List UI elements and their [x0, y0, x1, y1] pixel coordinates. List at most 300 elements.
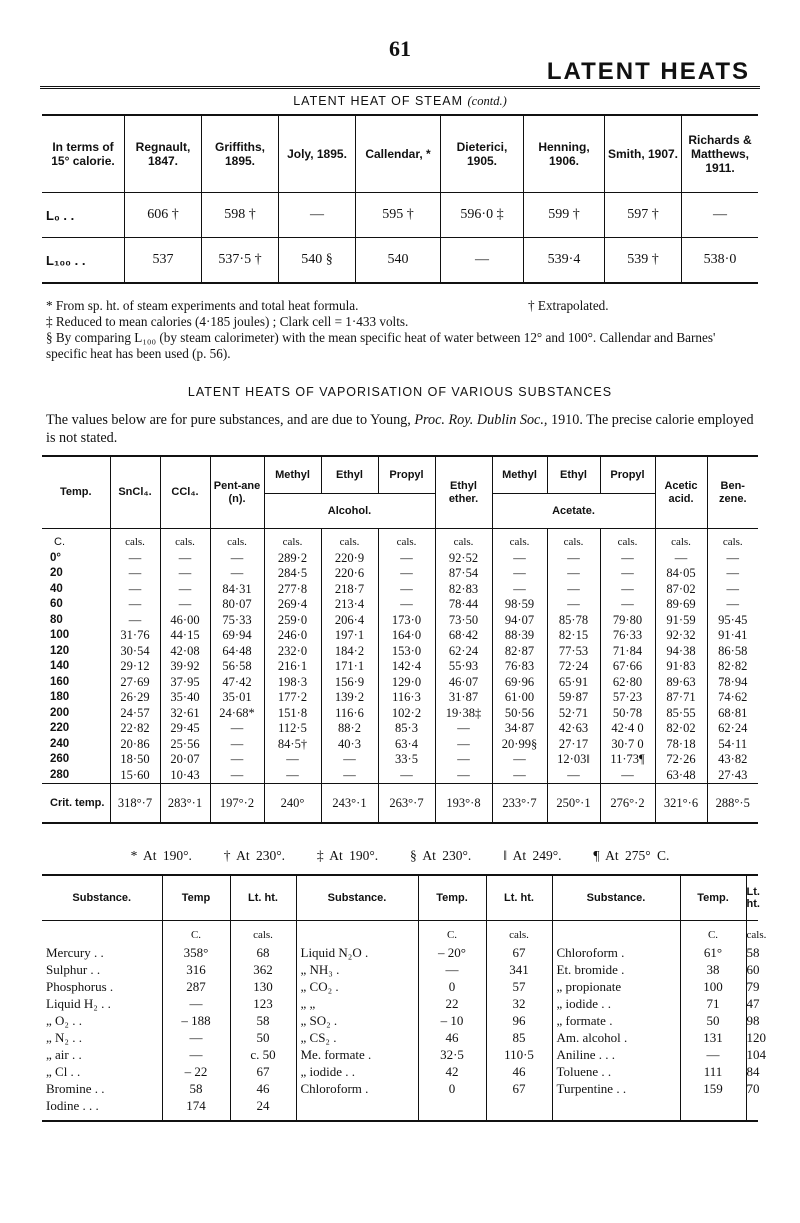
table-cell: 67·66 [600, 659, 655, 675]
table-cell: 220·9 [321, 551, 378, 567]
table-cell: Crit. temp. [42, 784, 110, 824]
table-cell: 85 [486, 1029, 552, 1046]
table-cell: — [682, 193, 759, 238]
table-cell: 87·71 [655, 690, 707, 706]
table-cell: „ CO₂ . [296, 978, 418, 995]
table-cell: 57 [486, 978, 552, 995]
table-cell: 69·96 [492, 675, 547, 691]
table-cell: — [110, 566, 160, 582]
table-cell: 35·01 [210, 690, 264, 706]
table-cell: 220 [50, 722, 70, 734]
table-cell: 31·87 [435, 690, 492, 706]
table-cell: 151·8 [264, 706, 321, 722]
table1-title-suffix: (contd.) [467, 94, 507, 108]
table-cell: 280 [50, 768, 70, 781]
table-cell: 173·0 [378, 613, 435, 629]
table-cell: 216·1 [264, 659, 321, 675]
table-cell: 98·59 [492, 597, 547, 613]
table-row [42, 995, 758, 1012]
table-row [42, 659, 758, 675]
table-row [42, 752, 758, 768]
table-cell: Bromine . . [46, 1081, 105, 1096]
table-cell: — [110, 597, 160, 613]
table-cell: 197°·2 [210, 784, 264, 824]
table-cell: Aniline . . . [552, 1046, 680, 1063]
table-cell [42, 921, 162, 945]
header-ethyl-acetate: Ethyl [547, 456, 600, 494]
table1-title-text: LATENT HEAT OF STEAM [293, 94, 464, 108]
table-cell: 0 [418, 1080, 486, 1097]
table-cell: 96 [486, 1012, 552, 1029]
table-cell: — [210, 566, 264, 582]
table-cell: 71 [680, 995, 746, 1012]
table2-body [42, 529, 758, 824]
table-cell [296, 921, 418, 945]
header-methyl-alcohol: Methyl [264, 456, 321, 494]
table-cell: 68·42 [435, 628, 492, 644]
table-cell: 79 [746, 979, 760, 994]
table-cell: 11·73¶ [600, 752, 655, 768]
footnote: † At 230°. [223, 848, 285, 863]
table-cell: 56·58 [210, 659, 264, 675]
table-cell: 40 [50, 582, 63, 595]
table-cell: — [492, 582, 547, 598]
table-cell: 50 [680, 1012, 746, 1029]
table-cell: 61° [680, 944, 746, 961]
table-cell: 0° [50, 551, 61, 564]
table-cell: 240° [264, 784, 321, 824]
table-cell: 220·6 [321, 566, 378, 582]
table-cell: — [600, 582, 655, 598]
table-cell: 52·71 [547, 706, 600, 722]
table-cell: 284·5 [264, 566, 321, 582]
table-cell: 44·15 [160, 628, 210, 644]
table1-header: Henning, 1906. [524, 115, 605, 193]
table-cell: 180 [50, 691, 70, 703]
table-cell: — [547, 768, 600, 784]
table-cell: 46·07 [435, 675, 492, 691]
table-cell: 32·5 [418, 1046, 486, 1063]
table-cell: — [378, 566, 435, 582]
table-cell: — [707, 566, 758, 582]
table-row [42, 1046, 758, 1063]
table-cell: — [547, 597, 600, 613]
table-cell: 89·63 [655, 675, 707, 691]
table2-intro [46, 411, 758, 447]
table-cell: 276°·2 [600, 784, 655, 824]
table-cell: — [435, 752, 492, 768]
table-cell: — [321, 768, 378, 784]
header-alcohol-group: Alcohol. [264, 494, 435, 529]
table-cell: 358° [162, 944, 230, 961]
table-cell: 42·08 [160, 644, 210, 660]
table-cell: 69·94 [210, 628, 264, 644]
table-cell: 42·4 0 [600, 721, 655, 737]
table1-header: Callendar, * [356, 115, 441, 193]
table-cell: 599 † [524, 193, 605, 238]
table-row [42, 238, 758, 284]
table-cell: 82·83 [435, 582, 492, 598]
table-cell: 24 [230, 1097, 296, 1121]
table-cell: 91·41 [707, 628, 758, 644]
table-cell: 50·56 [492, 706, 547, 722]
table-cell: 539 † [605, 238, 682, 284]
header-ccl4: CCl₄. [160, 456, 210, 529]
table-cell: 26·29 [110, 690, 160, 706]
table-cell [552, 921, 680, 945]
table-cell: 596·0 ‡ [441, 193, 524, 238]
table-cell: 184·2 [321, 644, 378, 660]
table-cell: 32·61 [160, 706, 210, 722]
table-cell: 67 [230, 1063, 296, 1080]
table-cell: 318°·7 [110, 784, 160, 824]
table-cell: 27·69 [110, 675, 160, 691]
table-cell: 72·26 [655, 752, 707, 768]
table-cell: 77·53 [547, 644, 600, 660]
table-cell: 62·80 [600, 675, 655, 691]
table-row [42, 1029, 758, 1046]
table-cell: – 22 [162, 1063, 230, 1080]
table-cell [486, 1097, 552, 1121]
table-cell: 80 [50, 613, 63, 626]
table-cell: 116·3 [378, 690, 435, 706]
table-cell: cals. [435, 529, 492, 551]
table-cell: 86·58 [707, 644, 758, 660]
table1-header: Griffiths, 1895. [202, 115, 279, 193]
table-cell: „ CS₂ . [296, 1029, 418, 1046]
table-row [42, 551, 758, 567]
table-cell: Chloroform . [296, 1080, 418, 1097]
table-cell: 62·24 [707, 721, 758, 737]
table-cell: 78·18 [655, 737, 707, 753]
table-cell: 78·94 [707, 675, 758, 691]
table-cell: 58 [230, 1012, 296, 1029]
table-cell [296, 1097, 418, 1121]
table-cell: 50 [230, 1029, 296, 1046]
table-cell: 59·87 [547, 690, 600, 706]
table-cell: 20·07 [160, 752, 210, 768]
table-cell: 240 [50, 737, 70, 750]
table-cell: 85·3 [378, 721, 435, 737]
table-cell: „ „ [296, 995, 418, 1012]
table-cell: 116·6 [321, 706, 378, 722]
table-cell: 37·95 [160, 675, 210, 691]
table-cell: 287 [162, 978, 230, 995]
table3-header: Substance. [42, 875, 162, 921]
table-cell: 269·4 [264, 597, 321, 613]
table-cell: — [707, 597, 758, 613]
table-cell: 316 [162, 961, 230, 978]
table-cell: 20 [50, 567, 63, 579]
table-cell: 130 [230, 978, 296, 995]
table-cell: cals. [600, 529, 655, 551]
table3-header: Lt. ht. [746, 875, 758, 921]
table-cell: 243°·1 [321, 784, 378, 824]
table-cell: 123 [230, 995, 296, 1012]
table-row [42, 644, 758, 660]
table-cell: 598 † [202, 193, 279, 238]
table-cell: 32 [486, 995, 552, 1012]
table-cell: 42 [418, 1063, 486, 1080]
units-row [42, 529, 758, 551]
table-cell: 54·11 [707, 737, 758, 753]
table-cell: 22 [418, 995, 486, 1012]
table-cell: cals. [707, 529, 758, 551]
table-cell: 94·38 [655, 644, 707, 660]
header-acetate-group: Acetate. [492, 494, 655, 529]
table-cell: cals. [230, 921, 296, 945]
table-cell: — [547, 551, 600, 567]
table-cell: 60 [50, 598, 63, 610]
table-cell: 27·17 [547, 737, 600, 753]
table-cell: 38 [680, 961, 746, 978]
table-cell: – 20° [418, 944, 486, 961]
table-cell [680, 1097, 746, 1121]
table-cell: 76·83 [492, 659, 547, 675]
table-cell: — [110, 551, 160, 567]
row-label: L₀ . . [46, 207, 75, 223]
table-cell: 47·42 [210, 675, 264, 691]
table-cell: Et. bromide . [552, 961, 680, 978]
table-cell: 82·82 [707, 659, 758, 675]
table3-header: Substance. [552, 875, 680, 921]
table-cell: 177·2 [264, 690, 321, 706]
table-cell: cals. [486, 921, 552, 945]
table-cell: 246·0 [264, 628, 321, 644]
header-propyl-acetate: Propyl [600, 456, 655, 494]
table3-body [42, 921, 767, 1122]
table-cell: — [162, 995, 230, 1012]
footnote-ddagger: ‡ Reduced to mean calories (4·185 joules) ; Clark cell = 1·433 volts. [46, 314, 409, 329]
table-cell: 218·7 [321, 582, 378, 598]
table-cell: 55·93 [435, 659, 492, 675]
table-cell: 63·48 [655, 768, 707, 784]
table-cell: — [378, 597, 435, 613]
table2-header-row [42, 456, 758, 494]
table-cell: C. [54, 536, 65, 548]
table3-header-row [42, 875, 758, 921]
table-cell: cals. [110, 529, 160, 551]
table1-header: Smith, 1907. [605, 115, 682, 193]
table-cell: 289·2 [264, 551, 321, 567]
table-cell: 606 † [125, 193, 202, 238]
table-cell: cals. [264, 529, 321, 551]
header-acetic: Acetic acid. [655, 456, 707, 529]
table-cell: 68·81 [707, 706, 758, 722]
table-cell: — [600, 566, 655, 582]
table-row [42, 1080, 758, 1097]
table-cell: — [492, 768, 547, 784]
table-cell: 10·43 [160, 768, 210, 784]
intro-reference: Proc. Roy. Dublin Soc., [414, 412, 548, 428]
table-cell: 250°·1 [547, 784, 600, 824]
table-row [42, 613, 758, 629]
table-cell: „ O₂ . . [46, 1013, 82, 1028]
table-cell: 120 [746, 1030, 766, 1045]
intro-text-2: 1910. The precise calorie employed is not stated. [46, 412, 754, 446]
table-cell: 70 [746, 1081, 760, 1096]
table-cell: 110·5 [486, 1046, 552, 1063]
table1-title [0, 94, 800, 109]
table-cell: 85·78 [547, 613, 600, 629]
table-cell: 95·45 [707, 613, 758, 629]
table-cell: 15·60 [110, 768, 160, 784]
table-cell: 595 † [356, 193, 441, 238]
table-cell: 87·02 [655, 582, 707, 598]
table-row [42, 961, 758, 978]
table-cell: — [210, 737, 264, 753]
table-row [42, 944, 758, 961]
table-cell: 31·76 [110, 628, 160, 644]
table-cell: 82·87 [492, 644, 547, 660]
table-cell: — [210, 768, 264, 784]
table-cell: 85·55 [655, 706, 707, 722]
table-cell: 19·38‡ [435, 706, 492, 722]
table-cell: — [321, 752, 378, 768]
page-number: 61 [389, 36, 411, 61]
table2-title: LATENT HEATS OF VAPORISATION OF VARIOUS SUBSTANCES [187, 385, 613, 399]
table-cell: 84·31 [210, 582, 264, 598]
table-cell: 75·33 [210, 613, 264, 629]
table3-header: Temp. [418, 875, 486, 921]
table-cell: 120 [50, 644, 70, 657]
table-cell: 80·07 [210, 597, 264, 613]
table-cell: 321°·6 [655, 784, 707, 824]
table-cell: — [160, 597, 210, 613]
table-cell: 100 [50, 629, 70, 641]
table-cell: — [279, 193, 356, 238]
table-cell: 50·78 [600, 706, 655, 722]
table-cell: 24·57 [110, 706, 160, 722]
table-cell: 64·48 [210, 644, 264, 660]
table-cell: 46 [486, 1063, 552, 1080]
footnote-line [46, 298, 758, 314]
vaporisation-table [42, 455, 758, 824]
table-cell: 61·00 [492, 690, 547, 706]
table-cell: 160 [50, 675, 70, 688]
table-cell: 24·68* [210, 706, 264, 722]
table-cell: 174 [162, 1097, 230, 1121]
table-cell: 82·02 [655, 721, 707, 737]
table-cell: 25·56 [160, 737, 210, 753]
table-cell: 46 [418, 1029, 486, 1046]
table-cell: 84 [746, 1064, 760, 1079]
table-cell: Phosphorus . [46, 979, 114, 994]
table-cell: — [210, 752, 264, 768]
table-cell: 29·12 [110, 659, 160, 675]
header-propyl-alcohol: Propyl [378, 456, 435, 494]
table-cell: 72·24 [547, 659, 600, 675]
table-cell: 78·44 [435, 597, 492, 613]
table-cell: 111 [680, 1063, 746, 1080]
table3-header: Substance. [296, 875, 418, 921]
table-cell: 98 [746, 1013, 760, 1028]
table-cell: C. [418, 921, 486, 945]
header-pentane: Pent-ane (n). [210, 456, 264, 529]
table-cell: 171·1 [321, 659, 378, 675]
table-cell: Chloroform . [552, 944, 680, 961]
table-cell: — [160, 566, 210, 582]
table-cell: 193°·8 [435, 784, 492, 824]
table-cell: cals. [378, 529, 435, 551]
table-cell: 537·5 † [202, 238, 279, 284]
table-cell: 46 [230, 1080, 296, 1097]
table2-footnotes [0, 848, 800, 864]
header-methyl-acetate: Methyl [492, 456, 547, 494]
header-benzene: Ben-zene. [707, 456, 758, 529]
table-cell: — [264, 768, 321, 784]
table-cell: — [110, 582, 160, 598]
table-cell: 200 [50, 706, 70, 719]
table-cell: 159 [680, 1080, 746, 1097]
table-cell: 198·3 [264, 675, 321, 691]
table-cell: 33·5 [378, 752, 435, 768]
table-cell: 540 § [279, 238, 356, 284]
table-cell: „ air . . [46, 1047, 82, 1062]
footnote: § At 230°. [410, 848, 472, 863]
critical-temperature-row [42, 784, 758, 824]
table3-header: Lt. ht. [486, 875, 552, 921]
table-cell: 88·39 [492, 628, 547, 644]
table-cell: 260 [50, 753, 70, 765]
table-cell: 88·2 [321, 721, 378, 737]
table-cell: — [707, 582, 758, 598]
table-cell: – 188 [162, 1012, 230, 1029]
table-cell: „ formate . [552, 1012, 680, 1029]
table-cell: Turpentine . . [552, 1080, 680, 1097]
table-cell: 540 [356, 238, 441, 284]
table-row [42, 978, 758, 995]
table-cell: — [492, 551, 547, 567]
table-cell: — [655, 551, 707, 567]
table-row [42, 768, 758, 784]
table-cell: 84·5† [264, 737, 321, 753]
footnote-section: § By comparing L₁₀₀ (by steam calorimeter) with the mean specific heat of water between 12° and 100°. Callendar and Barnes' specific heat has been used (p. 56). [46, 330, 716, 361]
table-cell: Liquid N₂O . [296, 944, 418, 961]
table-cell: 57·23 [600, 690, 655, 706]
footnote: * At 190°. [130, 848, 192, 863]
footnote: ‡ At 190°. [316, 848, 379, 863]
table-cell: 131 [680, 1029, 746, 1046]
table-cell: — [435, 721, 492, 737]
table-row [42, 1012, 758, 1029]
table1-header: In terms of 15° calorie. [42, 115, 125, 193]
table-cell: 94·07 [492, 613, 547, 629]
footnote-star: * From sp. ht. of steam experiments and total heat formula. [46, 298, 359, 313]
table-cell: — [547, 582, 600, 598]
table-cell: 100 [680, 978, 746, 995]
table-cell: 58 [162, 1080, 230, 1097]
table-cell: 40·3 [321, 737, 378, 753]
table-cell: C. [162, 921, 230, 945]
table-cell: „ iodide . . [552, 995, 680, 1012]
table-cell: 102·2 [378, 706, 435, 722]
table-cell: — [600, 768, 655, 784]
table-cell: — [110, 613, 160, 629]
table-cell: Sulphur . . [46, 962, 101, 977]
table-row [42, 1097, 758, 1121]
table-cell: 20·86 [110, 737, 160, 753]
table-cell: 91·83 [655, 659, 707, 675]
table-cell: — [600, 597, 655, 613]
table-cell: c. 50 [230, 1046, 296, 1063]
row-label: L₁₀₀ . . [42, 238, 125, 284]
table-cell: — [210, 721, 264, 737]
table-cell: 73·50 [435, 613, 492, 629]
table-cell: 537 [125, 238, 202, 284]
table-cell: Iodine . . . [46, 1098, 99, 1113]
table-cell: — [162, 1046, 230, 1063]
